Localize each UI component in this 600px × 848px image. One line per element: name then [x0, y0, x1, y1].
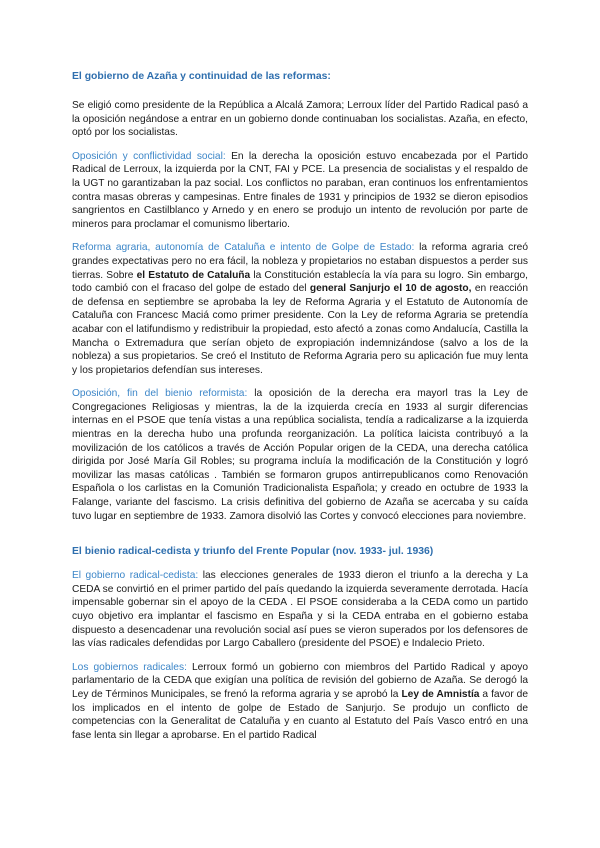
paragraph-fin-bienio: [72, 387, 528, 523]
paragraph-gobierno-radical-cedista: [72, 569, 528, 651]
lead-gobiernos-radicales: Los gobiernos radicales:: [72, 661, 187, 673]
lead-gobierno-radical-cedista: El gobierno radical-cedista:: [72, 570, 199, 582]
bold-general-sanjurjo: general Sanjurjo el 10 de agosto,: [309, 283, 472, 295]
bold-ley-amnistia: Ley de Amnistía: [401, 688, 480, 700]
body-gobiernos-radicales-2: a favor de los implicados en el intento de golpe de Estado de Sanjurjo. Se produjo un conflicto de competencias con la Generalitat de Cataluña y en cuanto al Estatuto del País Vasco entró en una fase lenta sin llegar a aprobarse. En el partido Radical: [72, 688, 529, 741]
paragraph-oposicion-conflictividad: [72, 150, 528, 232]
paragraph-gobiernos-radicales: [72, 661, 528, 743]
body-reforma-agraria-1: la reforma agraria creó grandes expectativas pero no era fácil, la nobleza y propietarios no estaban dispuestos a perder sus tierras. Sobre: [72, 242, 528, 281]
bold-estatuto-cataluna: el Estatuto de Cataluña: [136, 269, 251, 281]
body-reforma-agraria-2: la Constitución establecía la vía para su logro. Sin embargo, todo cambió con el fracaso del golpe de estado del: [72, 269, 528, 295]
paragraph-reforma-agraria: [72, 241, 528, 377]
lead-oposicion-conflictividad: Oposición y conflictividad social:: [72, 150, 226, 162]
body-fin-bienio: la oposición de la derecha era mayorl tras la Ley de Congregaciones Religiosas y mientras, la de la izquierda crecía en 1933 al surgir diferencias internas en el PSOE que tenía vistas a una república socialista, tendía a radicalizarse a la izquierda mientras en la derecha hubo una profunda reorganización. La política laicista contribuyó a la movilización de los católicos a través de Acción Popular origen de la CEDA, una derecha católica dirigida por José María Gil Robles; su programa incluía la modificación de la Constitución y logró movilizar las masas católicas . También se formaron grupos antirrepublicanos como Renovación Española o los carlistas en la Comunión Tradicionalista Española; y creado en octubre de 1933 la Falange, variante del fascismo. La crisis definitiva del gobierno de Azaña se acercaba y su caída tuvo lugar en septiembre de 1933. Zamora disolvió las Cortes y convocó elecciones para noviembre.: [72, 388, 528, 522]
intro-paragraph: Se eligió como presidente de la República a Alcalá Zamora; Lerroux líder del Partido Radical pasó a la oposición negándose a entrar en un gobierno donde continuaban los socialistas. Azaña, en efecto, optó por los socialistas.: [72, 100, 528, 139]
body-reforma-agraria-3: en reacción de defensa en septiembre se aprobaba la ley de Reforma Agraria y el Estatuto de Autonomía de Cataluña con Francesc Maciá como primer presidente. Con la Ley de reforma Agraria se pretendía acabar con el latifundismo y redistribuir la propiedad, esto afectó a zonas como Andalucía, Castilla la Mancha o Extremadura que serían objeto de expropiación indemnizándose (salvo a los de la nobleza) a sus propietarios. Se creó el Instituto de Reforma Agraria pero su aplicación fue muy lenta y los propietarios defendían sus intereses.: [72, 283, 528, 376]
body-gobiernos-radicales-1: Lerroux formó un gobierno con miembros del Partido Radical y apoyo parlamentario de la CEDA que exigían una política de revisión del gobierno de Azaña. Se derogó la Ley de Términos Municipales, se frenó la reforma agraria y se aprobó la: [72, 661, 529, 700]
section-heading-azana: El gobierno de Azaña y continuidad de las reformas:: [72, 71, 331, 82]
body-gobierno-radical-cedista: las elecciones generales de 1933 dieron el triunfo a la derecha y La CEDA se convirtió en el primer partido del país quedando la izquierda severamente derrotada. Hacía impensable gobernar sin el apoyo de la CEDA . El PSOE consideraba a la CEDA como un partido cuyo objetivo era implantar el fascismo en España y si la CEDA entraba en el gobierno estaba dispuesto a desencadenar una revolución social así pues se vieron superados por los defensores de las vías radicales defendidas por Largo Caballero (presidente del PSOE) e Indalecio Prieto.: [72, 570, 528, 650]
lead-fin-bienio: Oposición, fin del bienio reformista:: [72, 388, 248, 400]
body-oposicion-conflictividad: En la derecha la oposición estuvo encabezada por el Partido Radical de Lerroux, la izquierda por la CNT, FAI y PCE. La presencia de socialistas y el respaldo de la UGT no garantizaban la paz social. Los conflictos no paraban, eran continuos los enfrentamientos contra masas obreras y campesinas. Entre finales de 1931 y principios de 1932 se dieron episodios sangrientos en Castilblanco y Arnedo y en enero se produjo un intento de revolución por parte de mineros para proclamar el comunismo libertario.: [72, 150, 528, 230]
lead-reforma-agraria: Reforma agraria, autonomía de Cataluña e intento de Golpe de Estado:: [72, 242, 415, 254]
section-heading-bienio-radical: El bienio radical-cedista y triunfo del Frente Popular (nov. 1933- jul. 1936): [72, 546, 434, 558]
